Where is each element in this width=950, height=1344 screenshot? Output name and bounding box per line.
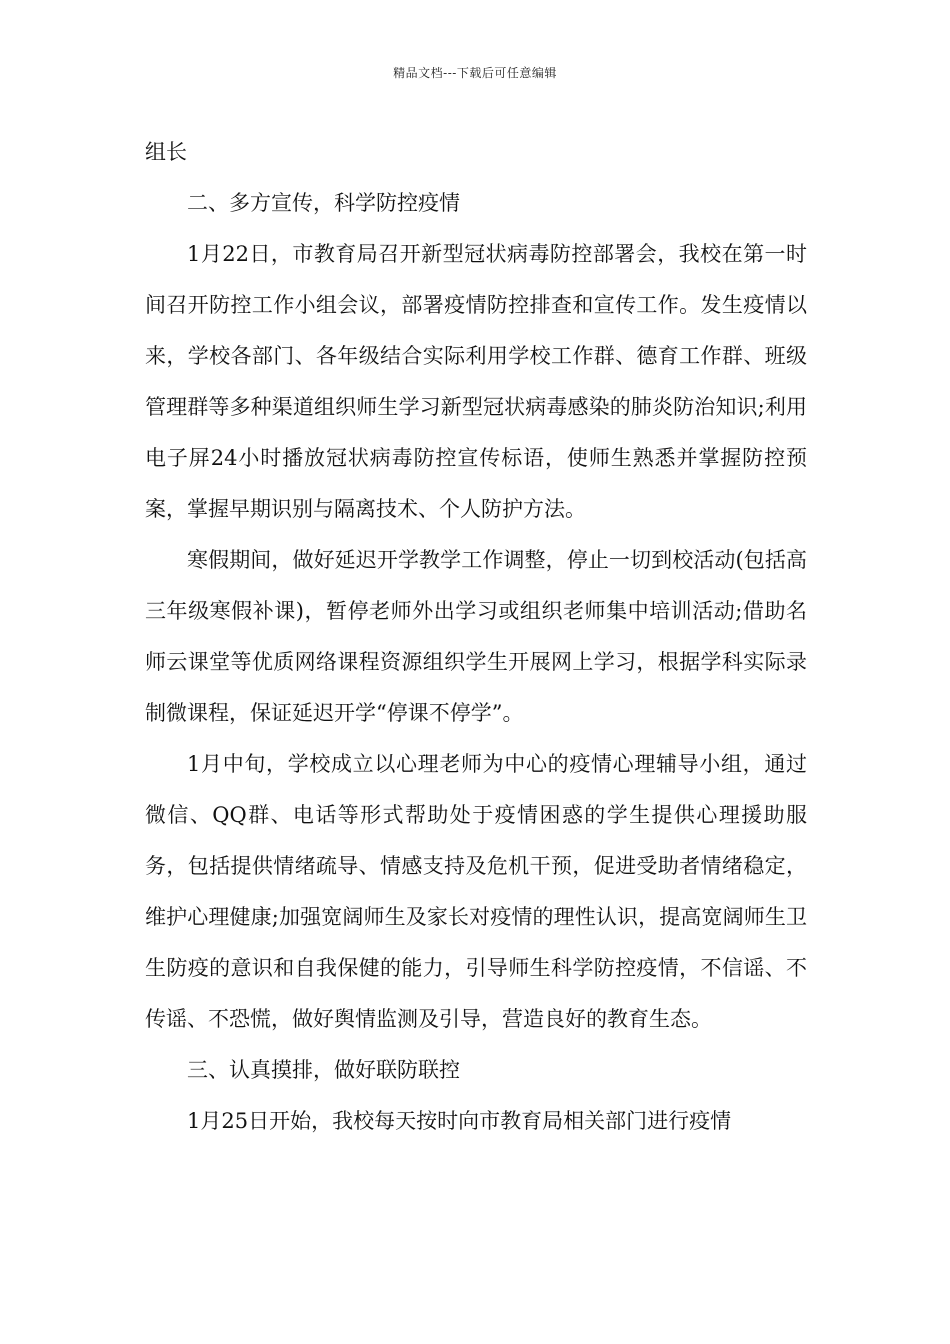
paragraph-continuation: 组长 — [145, 140, 187, 164]
section-heading-3: 三、认真摸排，做好联防联控 — [187, 1058, 460, 1082]
paragraph: 寒假期间，做好延迟开学教学工作调整，停止一切到校活动(包括高三年级寒假补课)，暂停老师外出学习或组织老师集中培训活动;借助名 师云课堂等优质网络课程资源组织学生开展网上学习，根据学科实际录制微课程，保证延迟开学“停课不停学”。 — [145, 548, 807, 725]
paragraph: 1月中旬，学校成立以心理老师为中心的疫情心理辅导小组，通过微信、QQ群、电话等形式帮助处于疫情困惑的学生提供心理援助服务，包括提供情绪疏导、情感支持及危机干预，促进受助者情绪稳定，维护心理健康;加强宽阔师生及家长对疫情的理性认识，提高宽阔师生卫生防疫的意识和自我保健的能力，引导师生科学防控疫情，不信谣、不传谣、不恐慌，做好舆情监测及引导，营造良好的教育生态。 — [145, 752, 807, 1031]
paragraph: 1月25日开始，我校每天按时向市教育局相关部门进行疫情 — [187, 1109, 732, 1133]
section-heading-2: 二、多方宣传，科学防控疫情 — [187, 191, 460, 215]
paragraph: 1月22日，市教育局召开新型冠状病毒防控部署会，我校在第一时间召开防控工作小组会议，部署疫情防控排查和宣传工作。发生疫情以来，学校各部门、各年级结合实际利用学校工作群、德育工作群、班级管理群等多种渠道组织师生学习新型冠状病毒感染的肺炎防治知识;利用电子屏24小时播放冠状病毒防控宣传标语，使师生熟悉并掌握防控预案，掌握早期识别与隔离技术、个人防护方法。 — [145, 242, 807, 521]
page-header: 精品文档---下载后可任意编辑 — [393, 66, 557, 80]
document-body — [145, 127, 807, 1147]
